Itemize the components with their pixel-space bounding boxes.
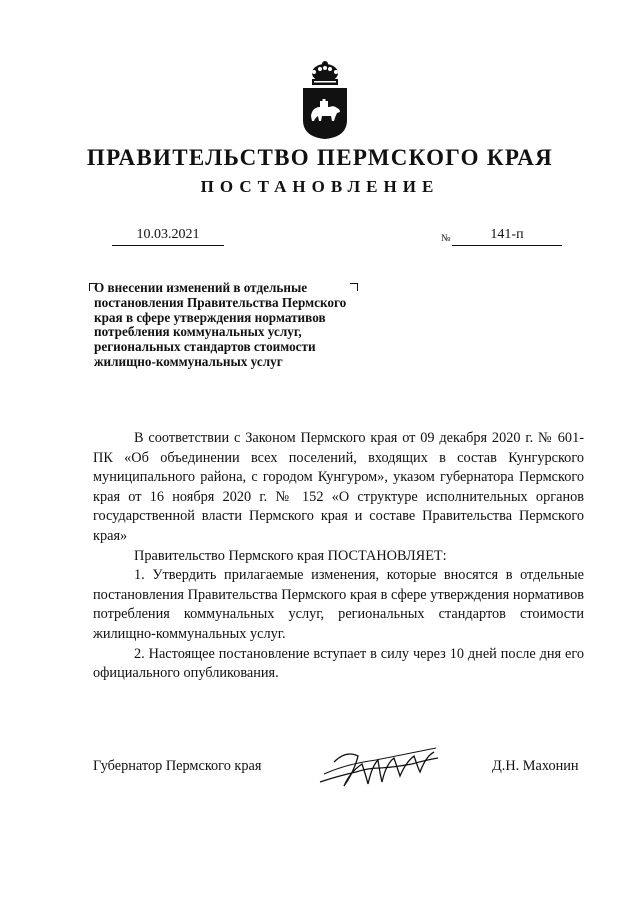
signer-name: Д.Н. Махонин: [492, 758, 579, 774]
subject-line: О внесении изменений в отдельные: [94, 280, 308, 295]
body-paragraph: В соответствии с Законом Пермского края от 09 декабря 2020 г. № 601-ПК «Об объединении всех поселений, входящих в состав Кунгурского муниципального района, с городом Кунгуром», указом губернатора Пермского края от 16 ноября 2020 г. № 152 «О структуре исполнительных органов государственной власти Пермского края и составе Правительства Пермского края»: [93, 430, 584, 544]
document-subject: [94, 281, 394, 370]
subject-line: потребления коммунальных услуг,: [94, 324, 302, 340]
coat-of-arms-icon: [300, 58, 350, 140]
subject-line: постановления Правительства Пермского: [94, 294, 347, 310]
body-paragraph: 2. Настоящее постановление вступает в силу через 10 дней после дня его официального опубликования.: [93, 645, 584, 682]
document-date: 10.03.2021: [112, 227, 224, 246]
number-sign: №: [441, 233, 451, 244]
body-paragraph: Правительство Пермского края ПОСТАНОВЛЯЕТ:: [134, 547, 447, 564]
subject-line: региональных стандартов стоимости: [94, 339, 316, 355]
document-body: [93, 429, 584, 684]
org-title: ПРАВИТЕЛЬСТВО ПЕРМСКОГО КРАЯ: [86, 145, 554, 170]
subject-line: края в сфере утверждения нормативов: [94, 309, 326, 325]
body-paragraph: 1. Утвердить прилагаемые изменения, которые вносятся в отдельные постановления Правительства Пермского края в сфере утверждения нормативов потребления коммунальных услуг, региональных стандартов стоимости жилищно-коммунальных услуг.: [93, 567, 584, 642]
signature-image: [316, 742, 442, 790]
document-number: 141-п: [452, 227, 562, 246]
document-type: ПОСТАНОВЛЕНИЕ: [200, 177, 440, 196]
subject-line: жилищно-коммунальных услуг: [94, 353, 283, 369]
signer-title: Губернатор Пермского края: [93, 758, 262, 774]
